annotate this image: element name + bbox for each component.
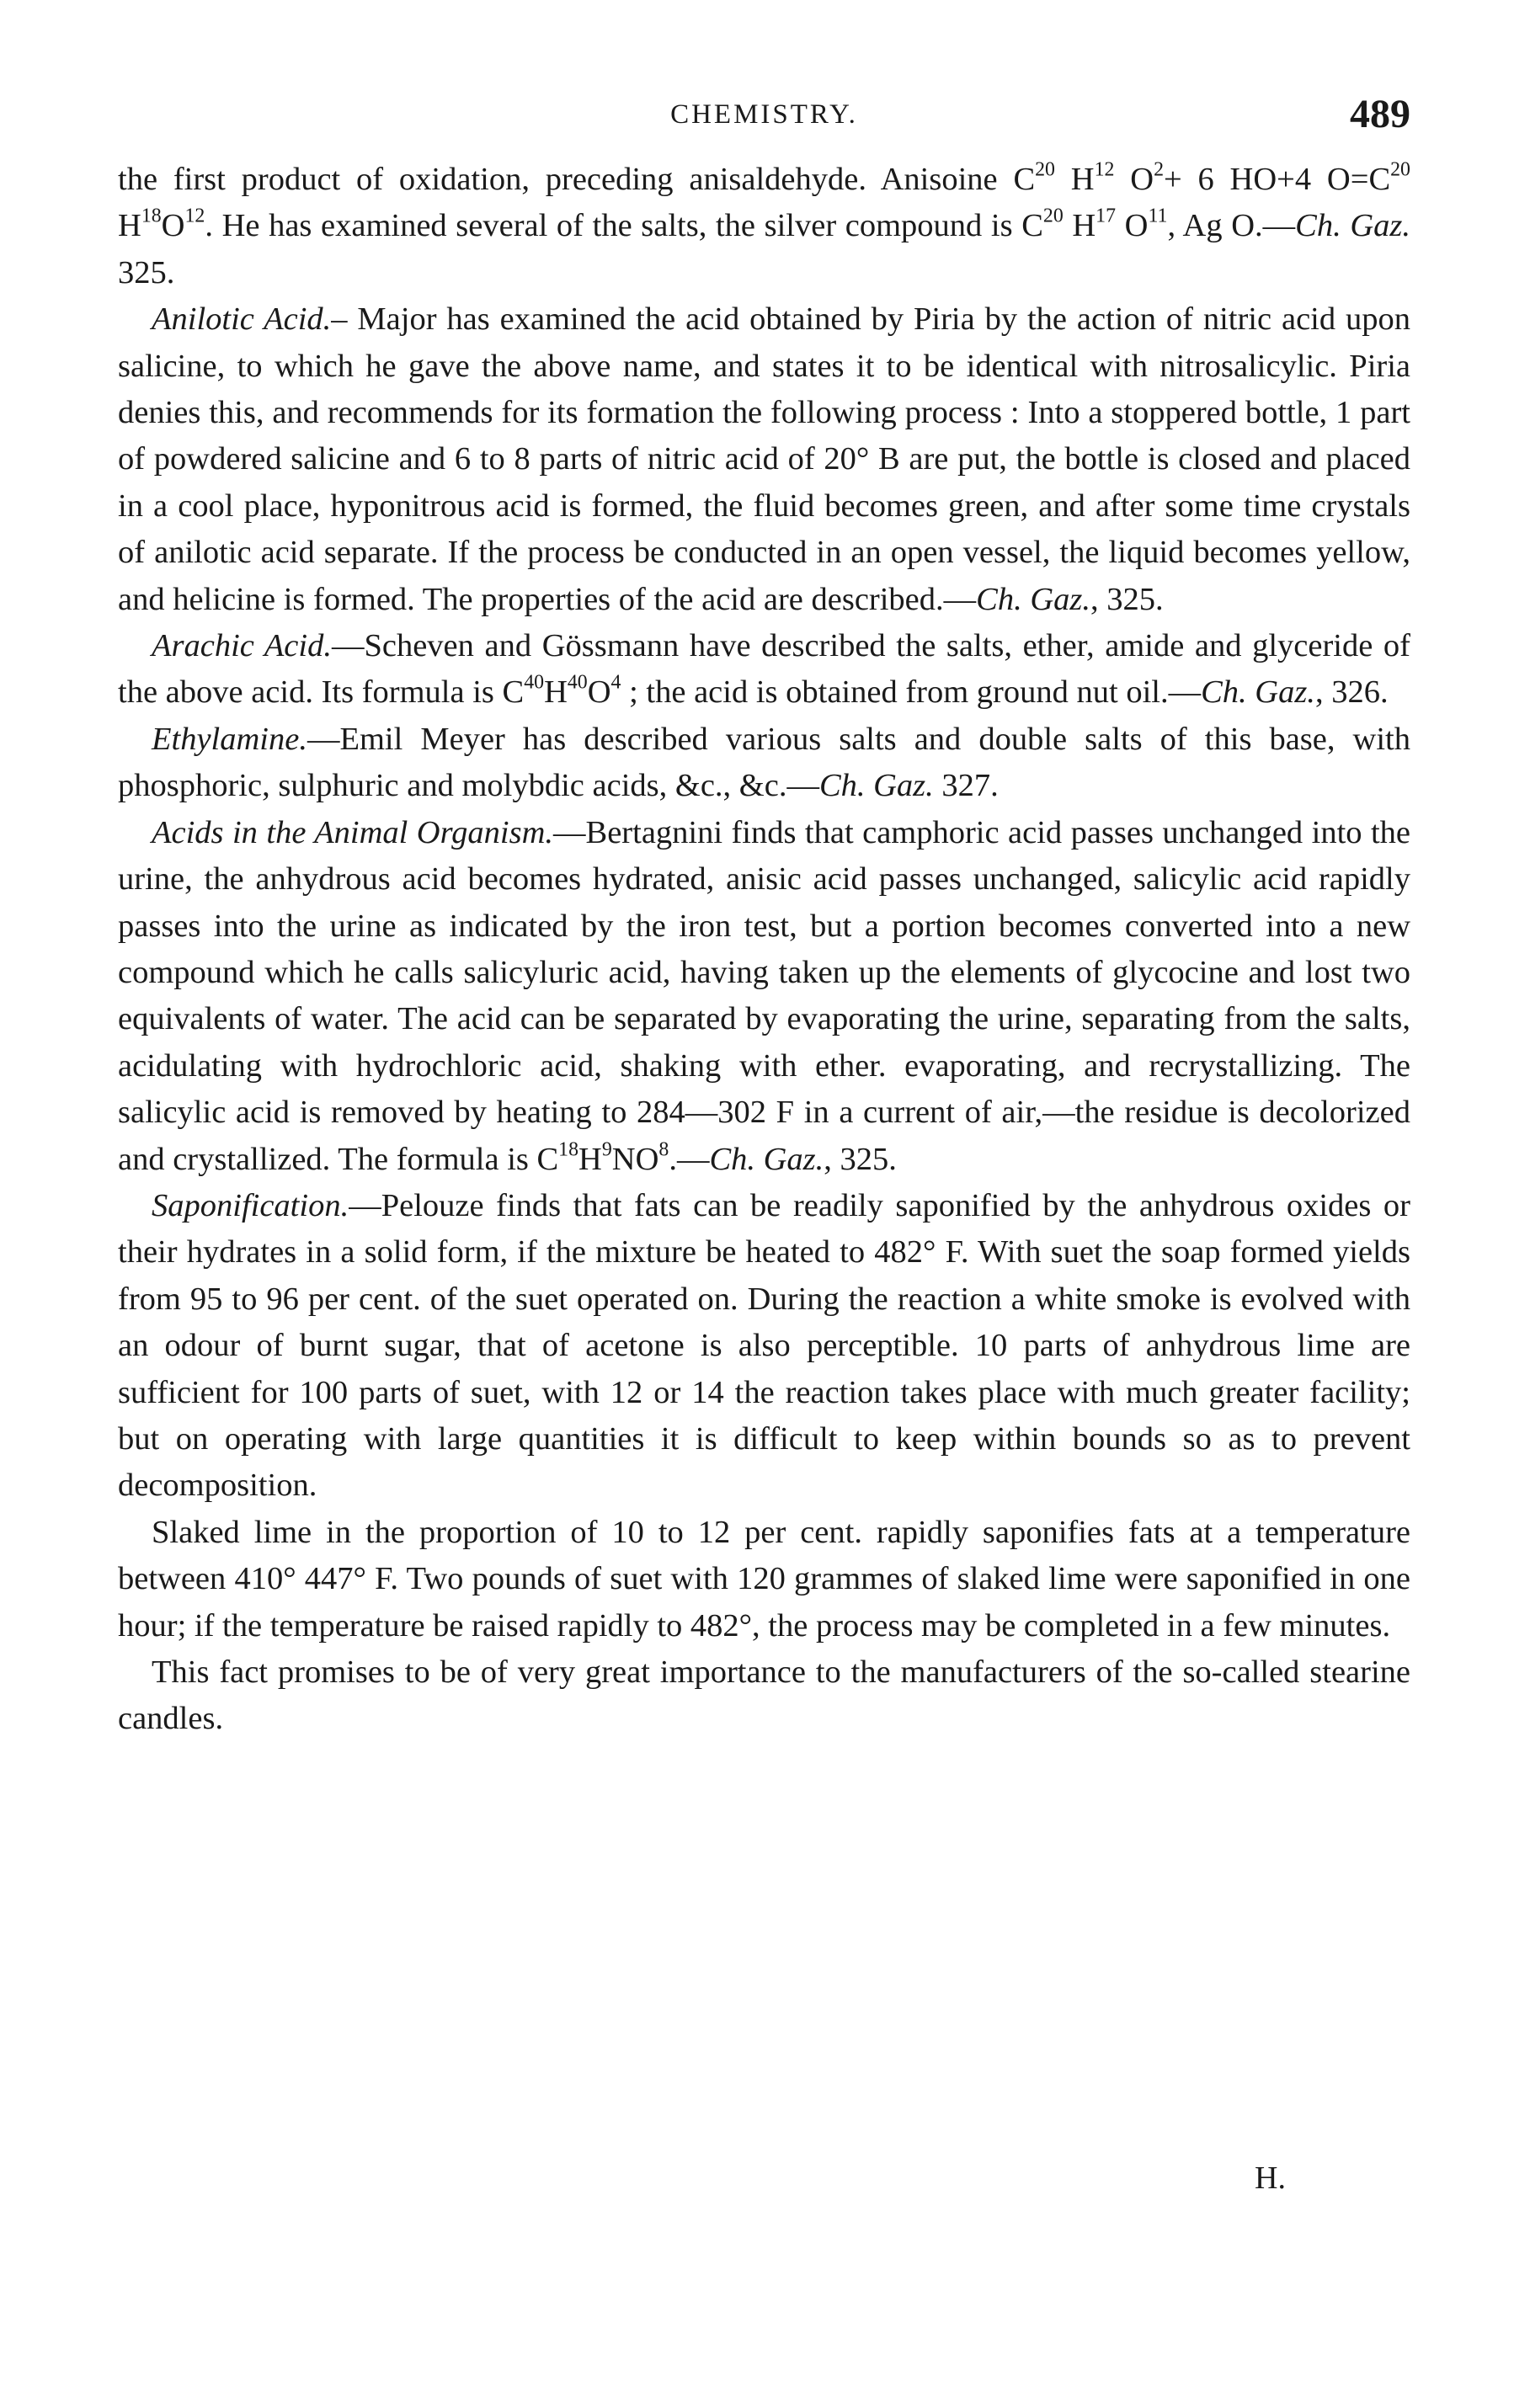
superscript: 40	[524, 671, 545, 694]
text-run: H	[1054, 162, 1095, 197]
superscript: 11	[1148, 205, 1168, 227]
superscript: 20	[1042, 205, 1064, 227]
text-run: H	[118, 208, 141, 244]
text-run: , 326.	[1314, 674, 1389, 711]
superscript: 18	[141, 205, 162, 227]
superscript: 20	[1390, 158, 1410, 181]
citation: Ch. Gaz.	[818, 768, 934, 804]
paragraph-text: Slaked lime in the proportion of 10 to 12 per cent. rapidly saponifies fats at a temperature between 410° 447° F. Two pounds of suet with 120 grammes of slaked lime were saponified in one hour; if the temperature be raised rapidly to 482°, the process may be completed in a few minutes.	[118, 1514, 1410, 1644]
text-run: H	[1063, 208, 1096, 244]
citation: Ch. Gaz.	[976, 581, 1090, 617]
text-run: H	[544, 674, 568, 711]
superscript: 18	[558, 1137, 579, 1160]
superscript: 8	[658, 1137, 669, 1160]
text-run: . He has examined several of the salts, the silver compound is C	[205, 208, 1043, 244]
superscript: 9	[601, 1137, 612, 1160]
text-run: —Scheven and Gössmann have described the salts, ether, amide and glyceride of the above acid. Its formula is C	[118, 628, 1410, 711]
superscript: 20	[1035, 158, 1055, 181]
paragraph-slaked-lime	[118, 1510, 1410, 1649]
superscript: 40	[567, 671, 588, 694]
paragraph-acids-animal-organism	[118, 810, 1410, 1183]
text-run: —Bertagnini finds that camphoric acid passes unchanged into the urine, the anhydrous acid becomes hydrated, anisic acid passes unchanged, salicylic acid rapidly passes into the urine as indicated by the iron test, but a portion becomes converted into a new compound which he calls salicyluric acid, having taken up the elements of glycocine and lost two equivalents of water. The acid can be separated by evaporating the urine, separating from the salts, acidulating with hydrochloric acid, shaking with ether. evaporating, and recrystallizing. The salicylic acid is removed by heating to 284—302 F in a current of air,—the residue is decolorized and crystallized. The formula is C	[118, 814, 1410, 1177]
paragraph-arachic-acid	[118, 623, 1410, 717]
superscript: 2	[1154, 158, 1164, 181]
section-term: Arachic Acid.	[152, 628, 332, 664]
text-run: H	[578, 1141, 602, 1177]
paragraph-saponification	[118, 1183, 1410, 1510]
text-run: O	[1116, 208, 1149, 244]
paragraph-text: —Emil Meyer has described various salts and double salts of this base, with phosphoric, sulphuric and molybdic acids, &c., &c.—	[118, 721, 1410, 804]
paragraph-ethylamine	[118, 717, 1410, 810]
text-run: 325.	[118, 254, 175, 290]
citation: Ch. Gaz.	[1201, 674, 1315, 711]
text-run: O	[161, 208, 185, 244]
paragraph-anilotic-acid	[118, 296, 1410, 623]
citation: Ch. Gaz.	[1295, 208, 1410, 244]
superscript: 17	[1096, 205, 1117, 227]
section-term: Acids in the Animal Organism.	[152, 814, 554, 850]
author-signature: H.	[1255, 2160, 1286, 2196]
paragraph-text: – Major has examined the acid obtained by Piria by the action of nitric acid upon salicine, to which he gave the above name, and states it to be identical with nitrosalicylic. Piria denies this, and recommends for its formation the following process : Into a stoppered bottle, 1 part of powdered salicine and 6 to 8 parts of nitric acid of 20° B are put, the bottle is closed and placed in a cool place, hyponitrous acid is formed, the fluid becomes green, and after some time crystals of anilotic acid separate. If the process be conducted in an open vessel, the liquid becomes yellow, and helicine is formed. The properties of the acid are described.—	[118, 301, 1411, 617]
text-run: .—	[669, 1141, 710, 1177]
page-header	[118, 91, 1410, 141]
section-term: Ethylamine.	[152, 721, 307, 757]
text-run: NO	[611, 1141, 659, 1177]
text-run: the first product of oxidation, preceding anisaldehyde. Anisoine C	[118, 162, 1036, 197]
paragraph-anisoine	[118, 157, 1410, 296]
text-run: 327.	[933, 768, 999, 804]
text-run: O	[587, 674, 611, 711]
text-run: , 325.	[824, 1141, 897, 1177]
section-term: Saponification.	[152, 1187, 349, 1223]
paragraph-text: —Pelouze finds that fats can be readily saponified by the anhydrous oxides or their hydrates in a solid form, if the mixture be heated to 482° F. With suet the soap formed yields from 95 to 96 per cent. of the suet operated on. During the reaction a white smoke is evolved with an odour of burnt sugar, that of acetone is also perceptible. 10 parts of anhydrous lime are sufficient for 100 parts of suet, with 12 or 14 the reaction takes place with much greater facility; but on operating with large quantities it is difficult to keep within bounds so as to prevent decomposition.	[118, 1187, 1410, 1504]
paragraph-stearine-candles	[118, 1649, 1410, 1743]
page-body	[118, 157, 1410, 1743]
text-run: , Ag O.—	[1167, 208, 1296, 244]
section-term: Anilotic Acid.	[152, 301, 332, 338]
citation: Ch. Gaz.	[709, 1141, 824, 1177]
text-run: ; the acid is obtained from ground nut oil.—	[621, 674, 1202, 711]
text-run: O	[1114, 162, 1154, 197]
superscript: 4	[610, 671, 621, 694]
superscript: 12	[184, 205, 205, 227]
paragraph-text: This fact promises to be of very great importance to the manufacturers of the so-called stearine candles.	[118, 1654, 1410, 1737]
text-run: , 325.	[1090, 581, 1164, 617]
page-number: 489	[1350, 92, 1410, 136]
text-run: + 6 HO+4 O=C	[1164, 162, 1391, 197]
superscript: 12	[1094, 158, 1115, 181]
running-head: CHEMISTRY.	[670, 99, 858, 130]
